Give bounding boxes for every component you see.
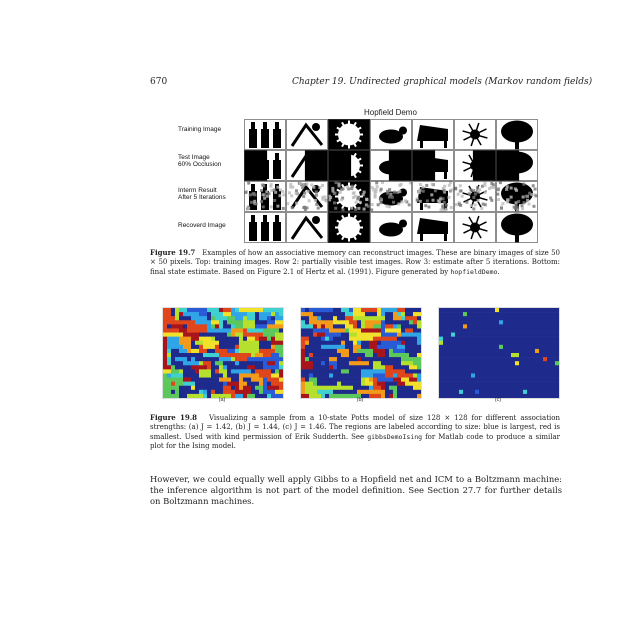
body-paragraph: However, we could equally well apply Gibbs to a Hopfield net and ICM to a Boltzmann machine: the inference algorithm is not part of the model definition. See Section 27.7 for further details on Boltzmann machines. bbox=[150, 474, 562, 507]
figure-19-8-caption bbox=[150, 413, 560, 452]
row-label-line: Recoverd Image bbox=[178, 222, 226, 229]
potts-sample-b bbox=[300, 307, 422, 399]
hopfield-thumbnail bbox=[244, 150, 286, 181]
row-label-interm bbox=[178, 187, 226, 201]
hopfield-thumbnail bbox=[454, 181, 496, 212]
running-head: Chapter 19. Undirected graphical models (Markov random fields) bbox=[292, 77, 593, 87]
code-reference[interactable]: gibbsDemoIsing bbox=[367, 432, 423, 441]
hopfield-thumbnail bbox=[328, 212, 370, 243]
hopfield-thumbnail bbox=[454, 212, 496, 243]
page-number: 670 bbox=[150, 77, 168, 87]
hopfield-thumbnail bbox=[496, 119, 538, 150]
hopfield-thumbnail bbox=[286, 119, 328, 150]
row-label-test bbox=[178, 154, 221, 168]
caption-text: Examples of how an associative memory can reconstruct images. These are binary images of size 50 × 50 pixels. Top: training images. Row 2: partially visible test images. Row 3: estimate after 5 iterations. Bottom: final state estimate. Based on Figure 2.1 of Hertz et al. (1991). Figure generated by bbox=[150, 249, 560, 276]
hopfield-thumbnail bbox=[328, 119, 370, 150]
hopfield-thumbnail bbox=[286, 150, 328, 181]
hopfield-thumbnail bbox=[370, 181, 412, 212]
row-label-line: Training Image bbox=[178, 126, 222, 133]
code-reference[interactable]: hopfieldDemo bbox=[450, 267, 498, 276]
row-label-line: After 5 Iterations bbox=[178, 194, 226, 201]
sub-label-a: (a) bbox=[218, 397, 226, 403]
potts-sample-c bbox=[438, 307, 560, 399]
hopfield-thumbnail bbox=[454, 150, 496, 181]
row-label-line: 60% Occlusion bbox=[178, 161, 222, 168]
hopfield-thumbnail bbox=[454, 119, 496, 150]
row-label-recovered bbox=[178, 222, 226, 229]
hopfield-image-grid bbox=[244, 119, 538, 243]
figure-label: Figure 19.8 bbox=[150, 413, 198, 422]
hopfield-thumbnail bbox=[370, 119, 412, 150]
row-label-training bbox=[178, 126, 221, 133]
hopfield-thumbnail bbox=[412, 212, 454, 243]
figure-label: Figure 19.7 bbox=[150, 248, 196, 257]
hopfield-thumbnail bbox=[244, 181, 286, 212]
hopfield-thumbnail bbox=[370, 212, 412, 243]
hopfield-thumbnail bbox=[412, 150, 454, 181]
sub-label-b: (b) bbox=[356, 397, 364, 403]
hopfield-thumbnail bbox=[370, 150, 412, 181]
hopfield-thumbnail bbox=[496, 150, 538, 181]
hopfield-thumbnail bbox=[412, 119, 454, 150]
figure-19-7-caption bbox=[150, 248, 560, 277]
hopfield-thumbnail bbox=[286, 181, 328, 212]
caption-end: . bbox=[497, 267, 500, 276]
hopfield-thumbnail bbox=[286, 212, 328, 243]
sub-label-c: (c) bbox=[494, 397, 502, 403]
caption-text-end: for Matlab code to produce a similar plot for the Ising model. bbox=[150, 432, 560, 451]
hopfield-thumbnail bbox=[496, 212, 538, 243]
hopfield-thumbnail bbox=[412, 181, 454, 212]
hopfield-thumbnail bbox=[328, 150, 370, 181]
hopfield-thumbnail bbox=[244, 212, 286, 243]
hopfield-thumbnail bbox=[244, 119, 286, 150]
row-label-line: Interm Result bbox=[178, 187, 217, 194]
potts-sample-a bbox=[162, 307, 284, 399]
hopfield-thumbnail bbox=[496, 181, 538, 212]
caption-text: Visualizing a sample from a 10-state Potts model of size 128 × 128 for different association strengths: (a) J = 1.42, (b) J = 1.44, (c) J = 1.46. The regions are labeled according to size: blue is largest, red is smallest. Used with kind permission of Erik Sudderth. See bbox=[150, 414, 560, 441]
row-label-line: Test Image bbox=[178, 154, 210, 161]
hopfield-figure-title: Hopfield Demo bbox=[364, 108, 417, 117]
hopfield-thumbnail bbox=[328, 181, 370, 212]
